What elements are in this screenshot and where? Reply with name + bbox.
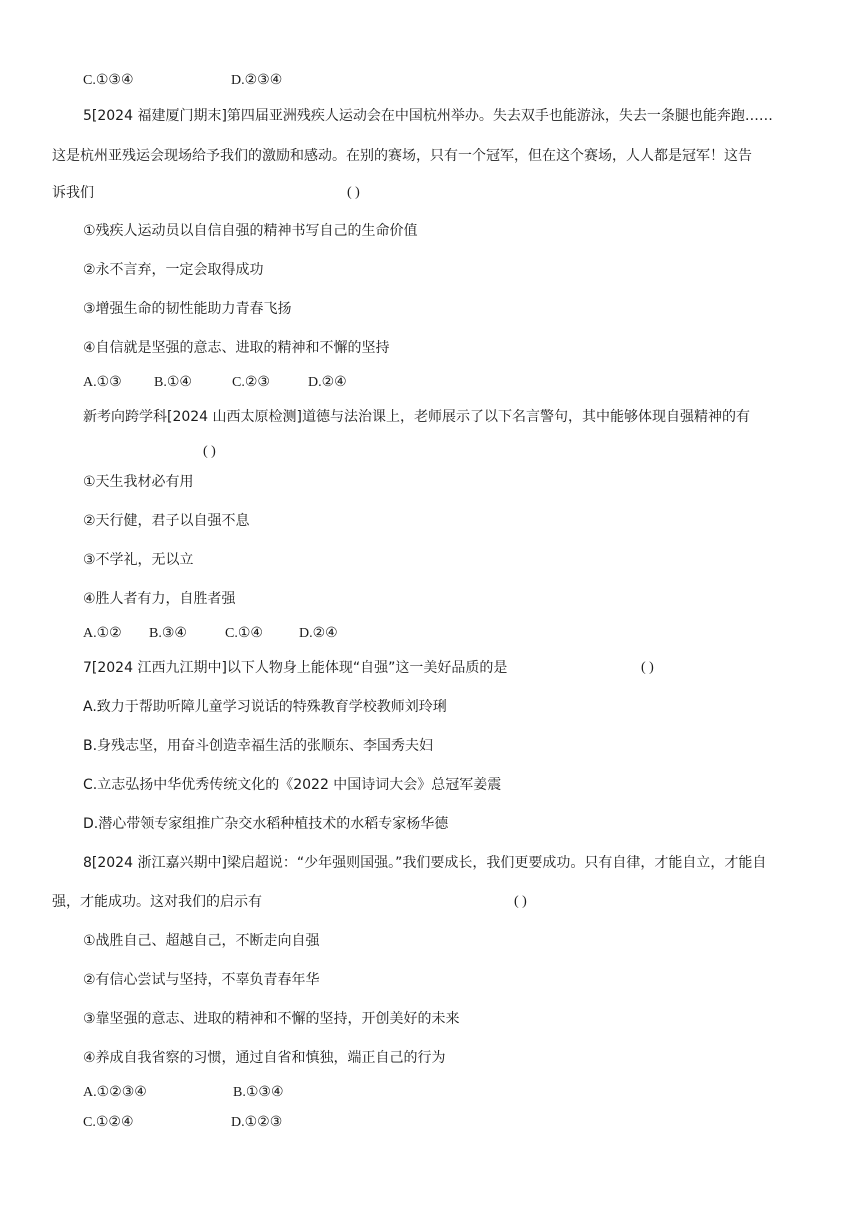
choice-option-d: D.潜心带领专家组推广杂交水稻种植技术的水稻专家杨华德 (83, 816, 449, 832)
option-c: C.①②④ (83, 1115, 134, 1130)
option-c: C.②③ (232, 375, 270, 390)
statement-item: ③靠坚强的意志、进取的精神和不懈的坚持，开创美好的未来 (83, 1011, 460, 1027)
answer-bracket: ( ) (347, 185, 360, 200)
statement-item: ④养成自我省察的习惯，通过自省和慎独，端正自己的行为 (83, 1050, 446, 1066)
statement-item: ③不学礼，无以立 (83, 552, 194, 568)
option-d: D.②④ (299, 626, 338, 641)
option-d: D.②④ (308, 375, 347, 390)
question-6-text-line1: 新考向跨学科[2024 山西太原检测]道德与法治课上，老师展示了以下名言警句，其中能够体现自强精神的有 (83, 409, 751, 425)
question-8-text-line2: 强，才能成功。这对我们的启示有 (52, 894, 262, 910)
choice-option-c: C.立志弘扬中华优秀传统文化的《2022 中国诗词大会》总冠军姜震 (83, 777, 502, 793)
option-b: B.①③④ (233, 1085, 284, 1100)
option-d: D.②③④ (231, 73, 283, 88)
statement-item: ①战胜自己、超越自己，不断走向自强 (83, 933, 320, 949)
answer-bracket: ( ) (203, 444, 216, 459)
question-8-text-line1: 8[2024 浙江嘉兴期中]梁启超说：“少年强则国强。”我们要成长，我们更要成功。只有自律，才能自立，才能自 (83, 855, 767, 871)
statement-item: ②永不言弃，一定会取得成功 (83, 262, 264, 278)
answer-options (83, 624, 338, 644)
question-7-text-line1: 7[2024 江西九江期中]以下人物身上能体现“自强”这一美好品质的是 (83, 660, 508, 676)
question-5-text-line1: 5[2024 福建厦门期末]第四届亚洲残疾人运动会在中国杭州举办。失去双手也能游泳，失去一条腿也能奔跑…… (83, 108, 773, 124)
answer-bracket: ( ) (641, 660, 654, 675)
answer-options (83, 373, 347, 393)
answer-bracket: ( ) (514, 894, 527, 909)
option-a: A.①②③④ (83, 1085, 147, 1100)
option-b: B.③④ (149, 626, 187, 641)
choice-option-a: A.致力于帮助听障儿童学习说话的特殊教育学校教师刘玲琍 (83, 699, 447, 715)
option-c: C.①③④ (83, 73, 134, 88)
question-5-text-line2: 这是杭州亚残运会现场给予我们的激励和感动。在别的赛场，只有一个冠军，但在这个赛场，人人都是冠军！这告 (52, 148, 752, 164)
statement-item: ①残疾人运动员以自信自强的精神书写自己的生命价值 (83, 223, 418, 239)
choice-option-b: B.身残志坚，用奋斗创造幸福生活的张顺东、李国秀夫妇 (83, 738, 434, 754)
option-d: D.①②③ (231, 1115, 283, 1130)
statement-item: ②天行健，君子以自强不息 (83, 513, 250, 529)
statement-item: ④胜人者有力，自胜者强 (83, 591, 236, 607)
option-c: C.①④ (225, 626, 263, 641)
option-a: A.①③ (83, 375, 122, 390)
statement-item: ②有信心尝试与坚持，不辜负青春年华 (83, 972, 320, 988)
statement-item: ①天生我材必有用 (83, 474, 194, 490)
statement-item: ③增强生命的韧性能助力青春飞扬 (83, 301, 292, 317)
option-a: A.①② (83, 626, 122, 641)
question-5-text-line3: 诉我们 (52, 185, 94, 201)
statement-item: ④自信就是坚强的意志、进取的精神和不懈的坚持 (83, 340, 390, 356)
option-b: B.①④ (154, 375, 192, 390)
